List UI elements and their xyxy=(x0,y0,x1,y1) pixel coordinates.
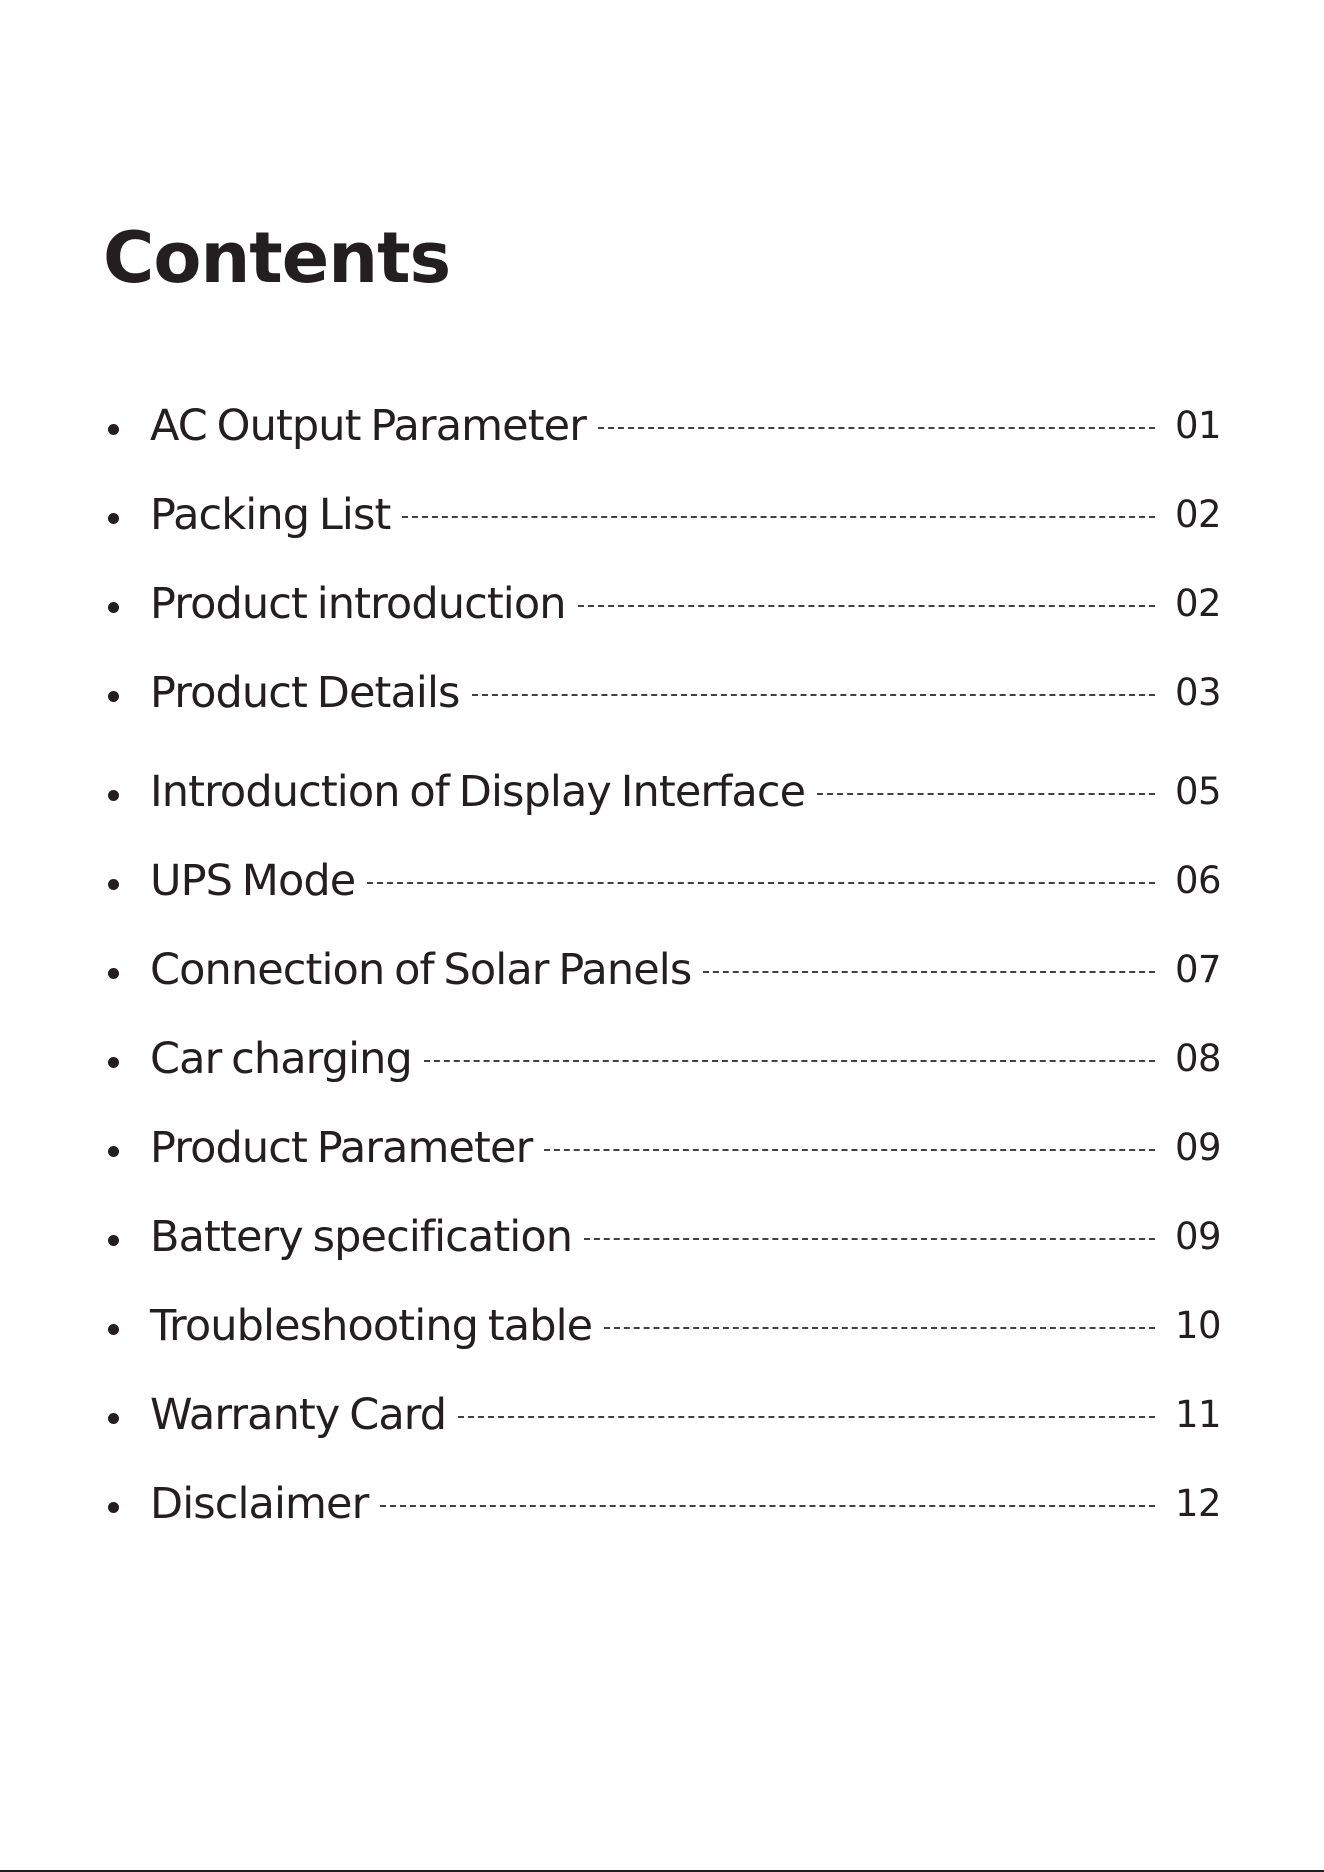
toc-item-product-details[interactable] xyxy=(103,663,1222,723)
toc-item-car-charging[interactable] xyxy=(103,1029,1222,1089)
toc-page-number: 10 xyxy=(1175,1304,1222,1347)
toc-item-label: Warranty Card xyxy=(150,1390,447,1440)
toc-item-introduction-of-display-interface[interactable] xyxy=(103,762,1222,822)
toc-page-number: 12 xyxy=(1175,1482,1222,1525)
bullet-icon xyxy=(108,1146,119,1157)
bullet-icon xyxy=(108,1502,119,1513)
toc-page-number: 09 xyxy=(1175,1215,1222,1258)
bullet-icon xyxy=(108,1413,119,1424)
toc-item-label: Troubleshooting table xyxy=(150,1301,593,1351)
toc-page-number: 05 xyxy=(1175,770,1222,813)
bullet-icon xyxy=(108,424,119,435)
toc-item-product-introduction[interactable] xyxy=(103,574,1222,634)
bullet-icon xyxy=(108,790,119,801)
bullet-icon xyxy=(108,1235,119,1246)
toc-item-battery-specification[interactable] xyxy=(103,1207,1222,1267)
bullet-icon xyxy=(108,513,119,524)
toc-item-label: Product Details xyxy=(150,668,460,718)
bullet-icon xyxy=(108,879,119,890)
toc-item-troubleshooting-table[interactable] xyxy=(103,1296,1222,1356)
toc-item-label: Battery specification xyxy=(150,1212,573,1262)
toc-item-label: Car charging xyxy=(150,1034,412,1084)
toc-item-label: Connection of Solar Panels xyxy=(150,945,692,995)
dotted-leader xyxy=(380,1505,1155,1507)
dotted-leader xyxy=(817,793,1155,795)
toc-item-label: Introduction of Display Interface xyxy=(150,767,806,817)
dotted-leader xyxy=(703,971,1155,973)
dotted-leader xyxy=(604,1327,1155,1329)
toc-page-number: 02 xyxy=(1175,493,1222,536)
bullet-icon xyxy=(108,1057,119,1068)
toc-page-number: 01 xyxy=(1175,404,1222,447)
toc-item-product-parameter[interactable] xyxy=(103,1118,1222,1178)
toc-page-number: 08 xyxy=(1175,1037,1222,1080)
toc-page-number: 07 xyxy=(1175,948,1222,991)
bullet-icon xyxy=(108,602,119,613)
toc-item-packing-list[interactable] xyxy=(103,485,1222,545)
toc-item-label: UPS Mode xyxy=(150,856,356,906)
toc-item-connection-of-solar-panels[interactable] xyxy=(103,940,1222,1000)
toc-page-number: 11 xyxy=(1175,1393,1222,1436)
dotted-leader xyxy=(402,516,1155,518)
toc-item-disclaimer[interactable] xyxy=(103,1474,1222,1534)
toc-item-ups-mode[interactable] xyxy=(103,851,1222,911)
page-title: Contents xyxy=(103,217,451,299)
dotted-leader xyxy=(544,1149,1155,1151)
toc-item-label: Product introduction xyxy=(150,579,566,629)
dotted-leader xyxy=(584,1238,1155,1240)
toc-item-warranty-card[interactable] xyxy=(103,1385,1222,1445)
toc-item-label: Packing List xyxy=(150,490,391,540)
dotted-leader xyxy=(578,605,1155,607)
toc-item-label: AC Output Parameter xyxy=(150,401,587,451)
toc-page-number: 06 xyxy=(1175,859,1222,902)
toc-page-number: 03 xyxy=(1175,671,1222,714)
bullet-icon xyxy=(108,1324,119,1335)
toc-page-number: 02 xyxy=(1175,582,1222,625)
dotted-leader xyxy=(458,1416,1155,1418)
bullet-icon xyxy=(108,968,119,979)
toc-page-number: 09 xyxy=(1175,1126,1222,1169)
toc-item-label: Product Parameter xyxy=(150,1123,533,1173)
dotted-leader xyxy=(472,694,1155,696)
bullet-icon xyxy=(108,691,119,702)
toc-item-ac-output-parameter[interactable] xyxy=(103,396,1222,456)
dotted-leader xyxy=(598,427,1155,429)
dotted-leader xyxy=(424,1060,1155,1062)
toc-item-label: Disclaimer xyxy=(150,1479,369,1529)
dotted-leader xyxy=(367,882,1155,884)
